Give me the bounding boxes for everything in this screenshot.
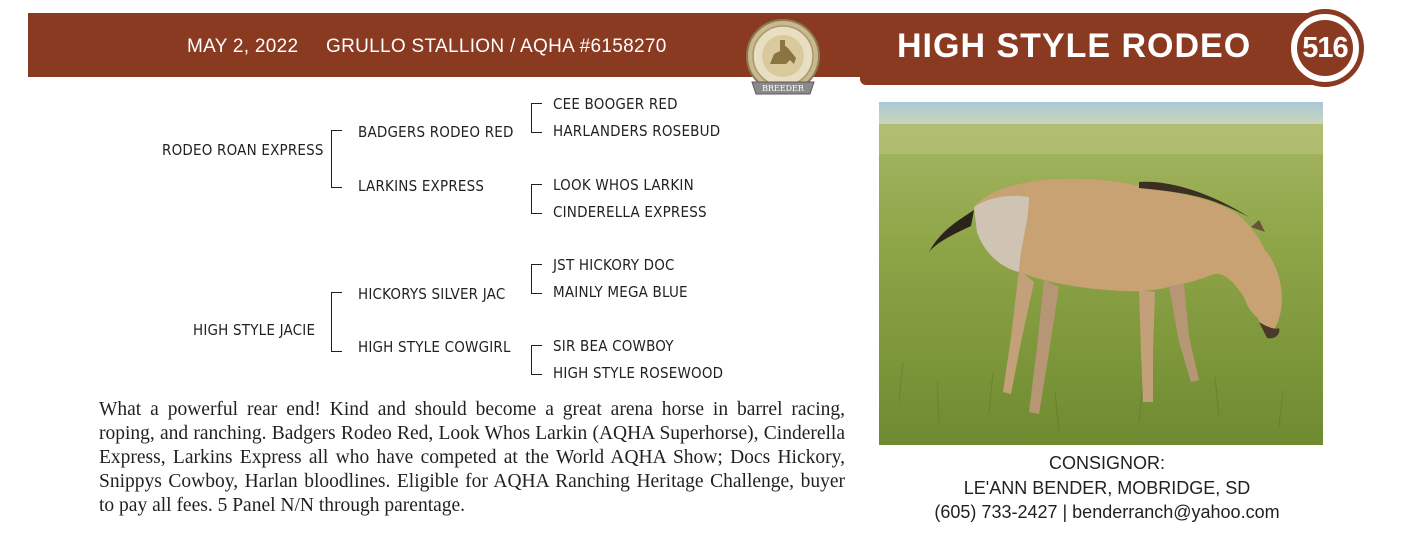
aqha-breeder-seal-icon	[740, 18, 826, 104]
pedigree-dam-dam: HIGH STYLE COWGIRL	[358, 338, 511, 356]
consignor-name: LE'ANN BENDER, MOBRIDGE, SD	[963, 478, 1251, 498]
pedigree-dam-sire: HICKORYS SILVER JAC	[358, 285, 506, 303]
lot-number-badge	[1286, 9, 1364, 87]
horse-description: What a powerful rear end! Kind and should become a great arena horse in barrel racing, roping, and ranching. Badgers Rodeo Red, Look Whos Larkin (AQHA Superhorse), Cinderella Express, Larkins Express all who have competed at the World AQHA Show; Docs Hickory, Snippys Cowboy, Harlan bloodlines. Eligible for AQHA Ranching Heritage Challenge, buyer to pay all fees. 5 Panel N/N through parentage.	[99, 399, 845, 516]
sale-date: MAY 2, 2022	[187, 36, 299, 57]
grullo-foal-photo-icon	[879, 102, 1323, 445]
pedigree-sire: RODEO ROAN EXPRESS	[162, 141, 324, 159]
pedigree-sire-dam-sire: LOOK WHOS LARKIN	[553, 176, 694, 194]
pedigree-dam-dam-dam: HIGH STYLE ROSEWOOD	[553, 364, 724, 382]
pedigree-bracket	[331, 130, 342, 188]
pedigree-dam-sire-sire: JST HICKORY DOC	[553, 256, 675, 274]
horse-name-title: HIGH STYLE RODEO	[897, 27, 1252, 65]
pedigree-dam-dam-sire: SIR BEA COWBOY	[553, 337, 674, 355]
pedigree-dam: HIGH STYLE JACIE	[193, 321, 316, 339]
pedigree-bracket	[531, 264, 542, 294]
pedigree-dam-sire-dam: MAINLY MEGA BLUE	[553, 283, 688, 301]
pedigree-sire-sire: BADGERS RODEO RED	[358, 123, 514, 141]
consignor-label: CONSIGNOR:	[1048, 453, 1165, 473]
lot-number: 516	[1302, 31, 1348, 64]
pedigree-bracket	[331, 292, 342, 352]
pedigree-bracket	[531, 103, 542, 133]
pedigree-sire-sire-sire: CEE BOOGER RED	[553, 95, 678, 113]
consignor-contact: (605) 733-2427 | benderranch@yahoo.com	[934, 502, 1280, 522]
pedigree-bracket	[531, 184, 542, 214]
pedigree-sire-sire-dam: HARLANDERS ROSEBUD	[553, 122, 721, 140]
pedigree-sire-dam-dam: CINDERELLA EXPRESS	[553, 203, 707, 221]
seal-breeder-text: BREEDER	[762, 84, 804, 93]
pedigree-bracket	[531, 345, 542, 375]
horse-description-line: GRULLO STALLION / AQHA #6158270	[326, 36, 667, 57]
pedigree-sire-dam: LARKINS EXPRESS	[358, 177, 485, 195]
